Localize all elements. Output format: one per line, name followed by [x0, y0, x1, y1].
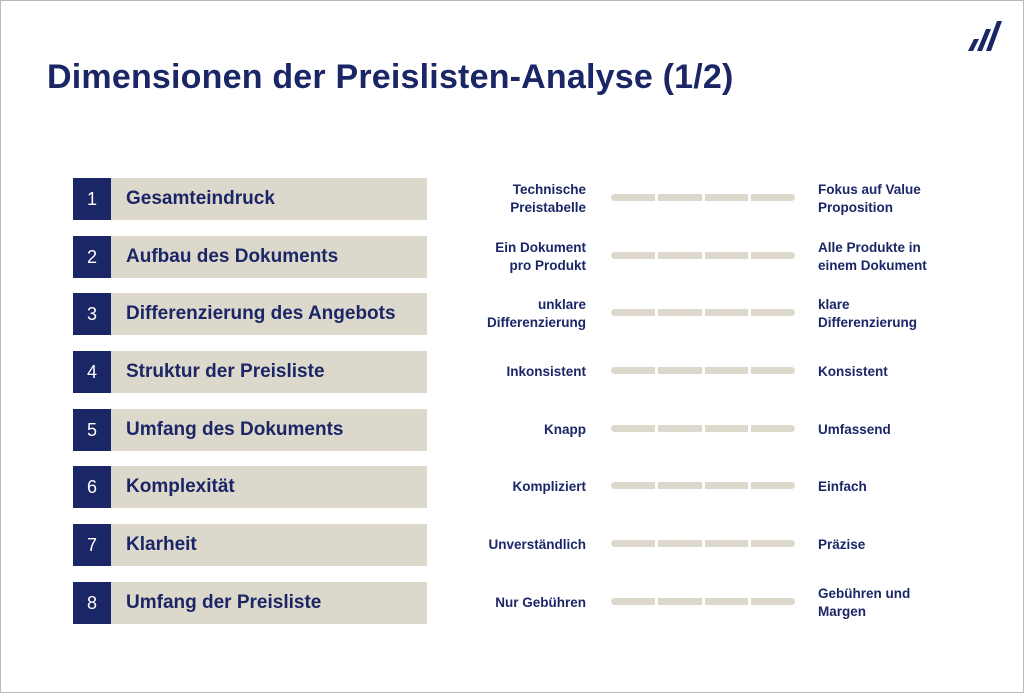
rating-scale: [611, 482, 795, 489]
rating-scale: [611, 425, 795, 432]
scale-left-label: Technische Preistabelle: [510, 182, 586, 215]
dimension-row: [0, 178, 1024, 222]
row-number: 1: [73, 178, 111, 220]
scale-segment: [751, 309, 795, 316]
dimension-row: [0, 236, 1024, 280]
dimension-row: [0, 524, 1024, 568]
dimension-row: [0, 466, 1024, 510]
scale-segment: [611, 598, 655, 605]
row-number: 6: [73, 466, 111, 508]
row-label: Gesamteindruck: [111, 178, 427, 220]
scale-segment: [705, 540, 749, 547]
rating-scale: [611, 309, 795, 316]
rating-scale: [611, 252, 795, 259]
scale-segment: [705, 367, 749, 374]
row-label: Struktur der Preisliste: [111, 351, 427, 393]
scale-left-label: Inkonsistent: [506, 364, 586, 379]
scale-left-label: Kompliziert: [512, 479, 586, 494]
scale-segment: [705, 425, 749, 432]
scale-right-label: Umfassend: [818, 422, 891, 437]
scale-segment: [705, 309, 749, 316]
scale-segment: [658, 540, 702, 547]
dimension-row: [0, 351, 1024, 395]
scale-segment: [658, 367, 702, 374]
row-label: Klarheit: [111, 524, 427, 566]
scale-segment: [751, 194, 795, 201]
scale-right-label: Einfach: [818, 479, 867, 494]
scale-right-label: Alle Produkte in einem Dokument: [818, 240, 927, 273]
scale-segment: [658, 482, 702, 489]
scale-segment: [705, 252, 749, 259]
row-number: 4: [73, 351, 111, 393]
scale-segment: [751, 425, 795, 432]
scale-segment: [751, 598, 795, 605]
scale-segment: [658, 598, 702, 605]
scale-segment: [705, 194, 749, 201]
scale-segment: [751, 540, 795, 547]
rating-scale: [611, 598, 795, 605]
row-number: 2: [73, 236, 111, 278]
dimension-row: [0, 582, 1024, 626]
scale-right-label: klare Differenzierung: [818, 297, 918, 330]
rating-scale: [611, 194, 795, 201]
row-label: Aufbau des Dokuments: [111, 236, 427, 278]
row-number: 7: [73, 524, 111, 566]
row-number: 5: [73, 409, 111, 451]
scale-segment: [751, 482, 795, 489]
scale-segment: [658, 425, 702, 432]
scale-segment: [611, 252, 655, 259]
scale-left-label: Nur Gebühren: [495, 595, 586, 610]
scale-right-label: Präzise: [818, 537, 866, 552]
row-label: Umfang des Dokuments: [111, 409, 427, 451]
scale-left-label: Unverständlich: [488, 537, 586, 552]
scale-segment: [611, 367, 655, 374]
row-label: Komplexität: [111, 466, 427, 508]
row-label: Differenzierung des Angebots: [111, 293, 427, 335]
scale-left-label: Ein Dokument pro Produkt: [495, 240, 586, 273]
scale-segment: [705, 482, 749, 489]
scale-right-label: Gebühren und Margen: [818, 586, 911, 619]
scale-segment: [658, 252, 702, 259]
dimension-row: [0, 293, 1024, 337]
scale-right-label: Konsistent: [818, 364, 888, 379]
dimension-row: [0, 409, 1024, 453]
scale-segment: [658, 194, 702, 201]
rating-scale: [611, 367, 795, 374]
rating-scale: [611, 540, 795, 547]
scale-segment: [751, 252, 795, 259]
scale-segment: [611, 482, 655, 489]
scale-segment: [611, 540, 655, 547]
row-number: 8: [73, 582, 111, 624]
scale-left-label: Knapp: [544, 422, 586, 437]
row-label: Umfang der Preisliste: [111, 582, 427, 624]
scale-right-label: Fokus auf Value Proposition: [818, 182, 921, 215]
scale-segment: [611, 425, 655, 432]
page-title: Dimensionen der Preislisten-Analyse (1/2): [47, 58, 734, 96]
scale-segment: [705, 598, 749, 605]
scale-segment: [611, 309, 655, 316]
scale-segment: [658, 309, 702, 316]
scale-segment: [751, 367, 795, 374]
scale-segment: [611, 194, 655, 201]
scale-left-label: unklare Differenzierung: [486, 297, 586, 330]
row-number: 3: [73, 293, 111, 335]
